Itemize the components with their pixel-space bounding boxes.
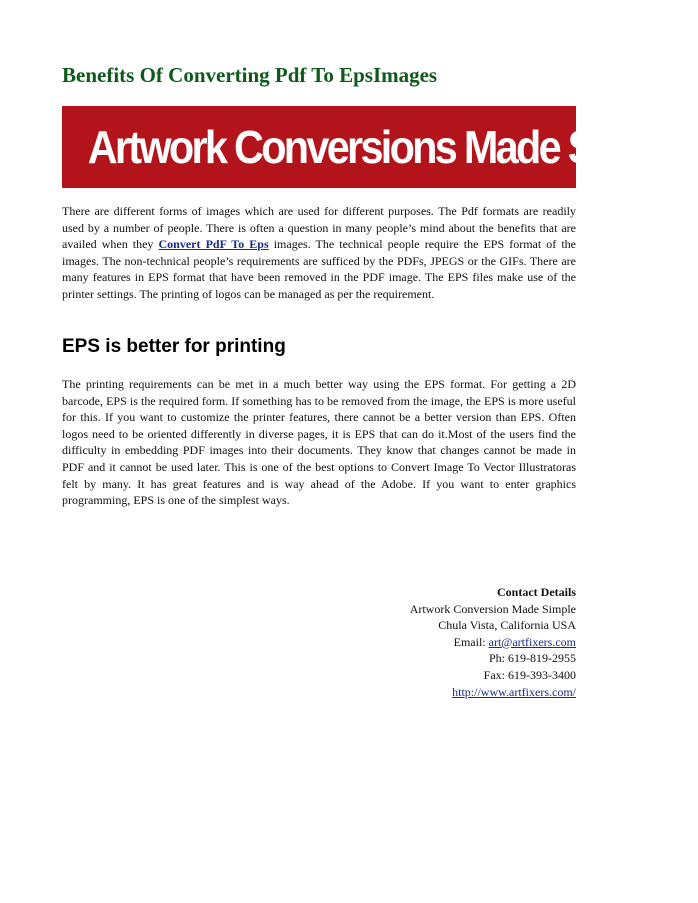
- contact-email-line: [340, 634, 576, 651]
- banner-image: [62, 106, 698, 188]
- intro-text-after-link: images. The technical people require the EPS format of the images. The non-technical people’s requirements are sufficed by the PDFs, JPEGS or the GIFs. There are many features in EPS format that have been removed in the PDF image. The EPS files make use of the printer settings. The printing of logos can be managed as per the requirement.: [62, 237, 576, 301]
- intro-paragraph: [62, 203, 576, 303]
- convert-pdf-to-eps-link[interactable]: Convert PdF To Eps: [158, 237, 269, 252]
- contact-location: Chula Vista, California USA: [438, 618, 576, 633]
- contact-email-link[interactable]: art@artfixers.com: [488, 634, 576, 649]
- contact-phone: Ph: 619-819-2955: [489, 651, 576, 666]
- banner-text: Artwork Conversions Made Simple!: [87, 121, 698, 173]
- page-title: Benefits Of Converting Pdf To EpsImages: [62, 63, 438, 87]
- contact-email-label: Email:: [453, 634, 489, 649]
- contact-fax: Fax: 619-393-3400: [483, 667, 576, 682]
- section-heading: EPS is better for printing: [62, 336, 286, 357]
- printing-paragraph: The printing requirements can be met in a much better way using the EPS format. For getting a 2D barcode, EPS is the required form. If something has to be removed from the image, the EPS is more useful for this. If you want to customize the printer features, there cannot be a better version than EPS. Often logos need to be oriented differently in diverse pages, it is EPS that can do it.Most of the users find the difficulty in embedding PDF images into their documents. They know that changes cannot be made in PDF and it cannot be used later. This is one of the best options to Convert Image To Vector Illustratoras felt by many. It has great features and is way ahead of the Adobe. If you want to enter graphics programming, EPS is one of the simplest ways.: [62, 377, 576, 508]
- contact-details: [340, 584, 576, 700]
- contact-website-link[interactable]: http://www.artfixers.com/: [452, 684, 576, 699]
- contact-title: Contact Details: [497, 585, 576, 599]
- intro-text-before-link: There are different forms of images which are used for different purposes. The Pdf formats are readily used by a number of people. There is often a question in many people’s mind about the benefits that are availed when they: [62, 204, 576, 252]
- contact-company: Artwork Conversion Made Simple: [409, 601, 576, 616]
